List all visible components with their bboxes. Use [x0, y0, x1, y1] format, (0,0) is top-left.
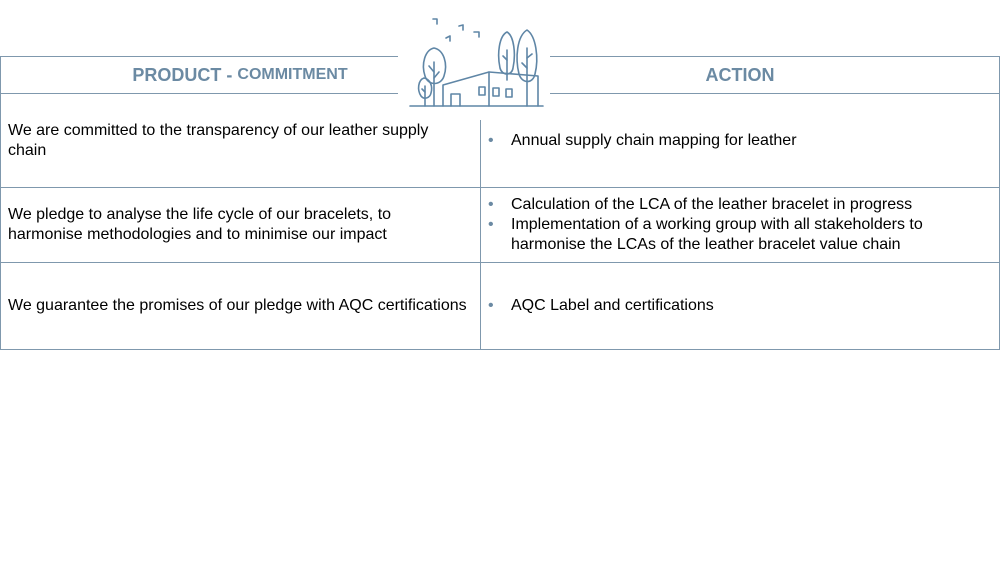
row-2-commitment-text: We pledge to analyse the life cycle of our bracelets, to harmonise methodologies and to minimise our impact	[8, 206, 392, 243]
header-commitment-label: COMMITMENT	[237, 66, 348, 83]
row-2-commitment	[8, 205, 468, 245]
list-item: • Implementation of a working group with all stakeholders to harmonise the LCAs of the leather bracelet value chain	[486, 215, 986, 255]
header-product-label: PRODUCT	[132, 64, 222, 85]
list-item: • Calculation of the LCA of the leather bracelet in progress	[486, 195, 986, 215]
row-1-action-list	[486, 131, 797, 151]
row-2-actions	[486, 195, 986, 255]
row-3-commitment	[8, 286, 468, 326]
row-separator-1	[0, 187, 1000, 188]
row-3-action-list	[486, 296, 714, 316]
list-item: • AQC Label and certifications	[486, 296, 714, 316]
row-1-commitment	[8, 121, 468, 161]
row-1-commitment-text: We are committed to the transparency of our leather supply chain	[8, 122, 429, 159]
eco-house-trees-birds-icon	[405, 14, 550, 110]
row-separator-2	[0, 262, 1000, 263]
row-3-commitment-text: We guarantee the promises of our pledge with AQC certifications	[8, 297, 467, 314]
header-action-label: ACTION	[705, 64, 775, 85]
list-item: • Annual supply chain mapping for leather	[486, 131, 797, 151]
row-3-actions	[486, 296, 986, 316]
row-2-action-list	[486, 195, 986, 255]
row-1-actions	[486, 131, 986, 151]
header-separator: -	[221, 64, 238, 85]
table-left-border	[0, 56, 1, 350]
table-bottom-border	[0, 349, 1000, 350]
column-divider	[480, 120, 481, 350]
